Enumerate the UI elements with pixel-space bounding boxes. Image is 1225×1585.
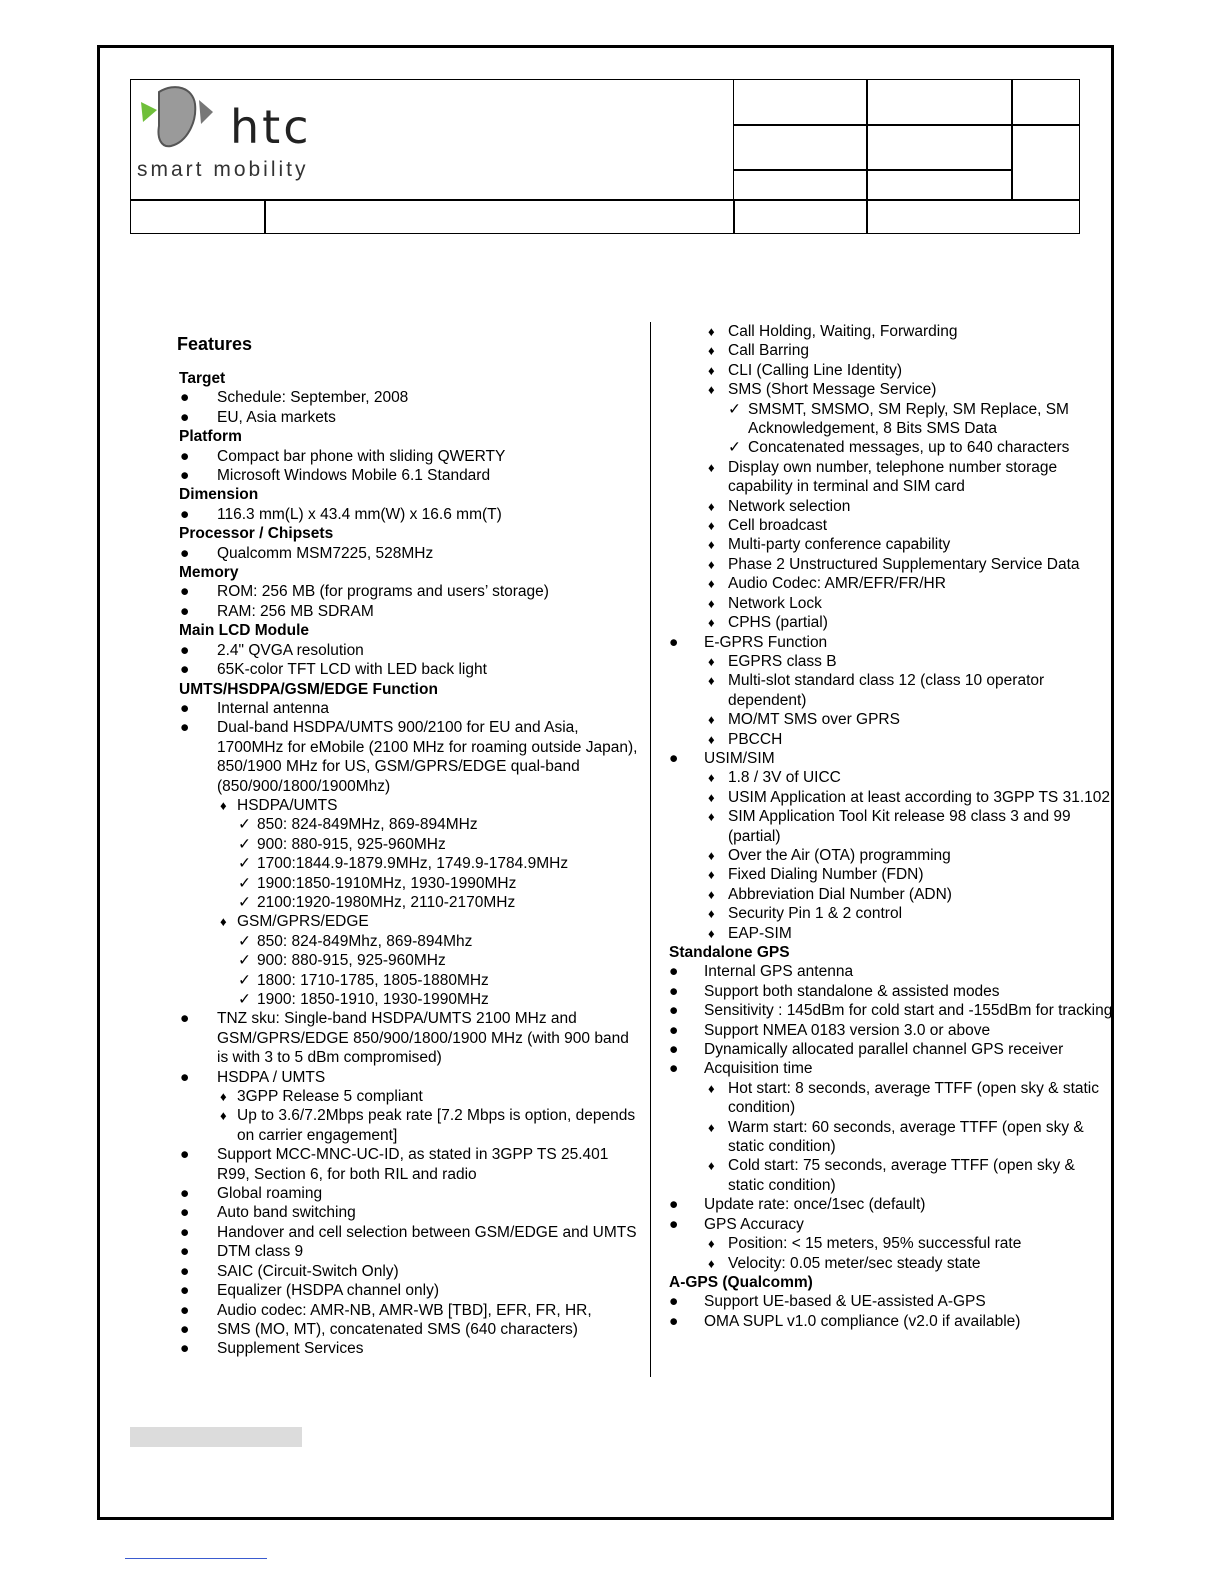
- list-item: [665, 613, 1115, 632]
- bullet-icon: ●: [669, 963, 679, 981]
- item-text: Memory: [179, 564, 239, 582]
- list-item: [665, 400, 1115, 439]
- bullet-icon: ●: [669, 1002, 679, 1020]
- checkmark-icon: ✓: [238, 874, 251, 892]
- item-text: Equalizer (HSDPA channel only): [217, 1282, 439, 1300]
- diamond-bullet-icon: ♦: [708, 886, 715, 902]
- diamond-bullet-icon: ♦: [708, 1080, 715, 1096]
- item-text: Schedule: September, 2008: [217, 389, 409, 407]
- list-item: [665, 1118, 1115, 1157]
- item-text: Microsoft Windows Mobile 6.1 Standard: [217, 467, 491, 485]
- list-item: [665, 652, 1115, 671]
- diamond-bullet-icon: ♦: [708, 847, 715, 863]
- item-text: EGPRS class B: [728, 652, 837, 670]
- item-text: SAIC (Circuit-Switch Only): [217, 1262, 399, 1280]
- diamond-bullet-icon: ♦: [708, 615, 715, 631]
- item-text: 850: 824-849Mhz, 869-894Mhz: [257, 932, 473, 950]
- bullet-icon: ●: [180, 1204, 190, 1222]
- bullet-icon: ●: [180, 1320, 190, 1338]
- section-heading: [179, 427, 640, 446]
- bullet-icon: ●: [180, 1282, 190, 1300]
- list-item: [170, 854, 640, 873]
- bullet-icon: ●: [669, 1060, 679, 1078]
- list-item: [170, 1301, 640, 1320]
- bullet-icon: ●: [180, 719, 190, 737]
- list-item: [665, 1079, 1115, 1118]
- item-text: Multi-party conference capability: [728, 536, 951, 554]
- list-item: [665, 1254, 1115, 1273]
- item-text: Fixed Dialing Number (FDN): [728, 866, 924, 884]
- bullet-icon: ●: [180, 661, 190, 679]
- item-text: HSDPA/UMTS: [237, 796, 338, 814]
- list-item: [170, 990, 640, 1009]
- list-item: [170, 815, 640, 834]
- item-text: 850: 824-849MHz, 869-894MHz: [257, 816, 478, 834]
- list-item: [170, 699, 640, 718]
- diamond-bullet-icon: ♦: [708, 518, 715, 534]
- item-text: Qualcomm MSM7225, 528MHz: [217, 544, 434, 562]
- item-text: Call Barring: [728, 342, 809, 360]
- list-item: [170, 544, 640, 563]
- item-text: Cell broadcast: [728, 517, 828, 535]
- diamond-bullet-icon: ♦: [708, 1255, 715, 1271]
- item-text: SMS (MO, MT), concatenated SMS (640 characters): [217, 1320, 578, 1338]
- list-item: [665, 535, 1115, 554]
- item-text: Internal GPS antenna: [704, 963, 854, 981]
- diamond-bullet-icon: ♦: [708, 382, 715, 398]
- checkmark-icon: ✓: [728, 439, 741, 457]
- diamond-bullet-icon: ♦: [708, 731, 715, 747]
- item-text: DTM class 9: [217, 1243, 304, 1261]
- list-item: [170, 1262, 640, 1281]
- item-text: 2.4" QVGA resolution: [217, 641, 364, 659]
- list-item: [665, 982, 1115, 1001]
- list-item: [170, 466, 640, 485]
- list-item: [170, 932, 640, 951]
- item-text: RAM: 256 MB SDRAM: [217, 602, 374, 620]
- item-text: ROM: 256 MB (for programs and users’ storage): [217, 583, 549, 601]
- item-text: Sensitivity : 145dBm for cold start and -155dBm for tracking: [704, 1002, 1113, 1020]
- bullet-icon: ●: [180, 1243, 190, 1261]
- item-text: EU, Asia markets: [217, 408, 336, 426]
- list-item: [665, 730, 1115, 749]
- item-text: Support NMEA 0183 version 3.0 or above: [704, 1021, 991, 1039]
- list-item: [665, 865, 1115, 884]
- item-text: 3GPP Release 5 compliant: [237, 1088, 423, 1106]
- item-text: Processor / Chipsets: [179, 525, 334, 543]
- bullet-icon: ●: [669, 1312, 679, 1330]
- diamond-bullet-icon: ♦: [708, 324, 715, 339]
- list-item: [665, 749, 1115, 768]
- item-text: USIM/SIM: [704, 749, 775, 767]
- bullet-icon: ●: [669, 749, 679, 767]
- footer-grey-box: [130, 1427, 302, 1447]
- bullet-icon: ●: [180, 699, 190, 717]
- item-text: 900: 880-915, 925-960MHz: [257, 835, 446, 853]
- list-item: [665, 497, 1115, 516]
- bullet-icon: ●: [669, 1196, 679, 1214]
- item-text: Internal antenna: [217, 699, 330, 717]
- section-heading: [669, 943, 1115, 962]
- bullet-icon: ●: [180, 1010, 190, 1028]
- item-text: CLI (Calling Line Identity): [728, 361, 903, 379]
- section-heading: [179, 563, 640, 582]
- item-text: Dynamically allocated parallel channel GPS receiver: [704, 1041, 1064, 1059]
- item-text: Velocity: 0.05 meter/sec steady state: [728, 1254, 981, 1272]
- bullet-icon: ●: [180, 467, 190, 485]
- list-item: [665, 885, 1115, 904]
- item-text: MO/MT SMS over GPRS: [728, 711, 900, 729]
- diamond-bullet-icon: ♦: [708, 925, 715, 941]
- htc-logo-word: htc: [230, 100, 312, 154]
- list-item: [170, 1009, 640, 1067]
- bullet-icon: ●: [180, 602, 190, 620]
- bullet-icon: ●: [180, 583, 190, 601]
- list-item: [665, 962, 1115, 981]
- list-item: [170, 912, 640, 931]
- checkmark-icon: ✓: [238, 835, 251, 853]
- item-text: Update rate: once/1sec (default): [704, 1196, 926, 1214]
- item-text: TNZ sku: Single-band HSDPA/UMTS 2100 MHz and GSM/GPRS/EDGE 850/900/1800/1900 MHz (with 900 band is with 3 to 5 dBm compromised): [217, 1010, 629, 1067]
- item-text: HSDPA / UMTS: [217, 1068, 326, 1086]
- item-text: Target: [179, 370, 226, 387]
- item-text: SMS (Short Message Service): [728, 381, 937, 399]
- list-item: [170, 408, 640, 427]
- checkmark-icon: ✓: [238, 816, 251, 834]
- section-heading: [669, 1273, 1115, 1292]
- item-text: GSM/GPRS/EDGE: [237, 913, 369, 931]
- checkmark-icon: ✓: [238, 991, 251, 1008]
- diamond-bullet-icon: ♦: [708, 498, 715, 514]
- item-text: 1800: 1710-1785, 1805-1880MHz: [257, 971, 489, 989]
- column-divider: [650, 322, 651, 1377]
- item-text: Handover and cell selection between GSM/EDGE and UMTS: [217, 1223, 637, 1241]
- diamond-bullet-icon: ♦: [220, 797, 227, 813]
- checkmark-icon: ✓: [238, 855, 251, 873]
- item-text: Cold start: 75 seconds, average TTFF (open sky & static condition): [728, 1157, 1075, 1194]
- bullet-icon: ●: [180, 1262, 190, 1280]
- features-title: Features: [177, 334, 253, 354]
- bullet-icon: ●: [180, 389, 190, 407]
- diamond-bullet-icon: ♦: [708, 867, 715, 883]
- item-text: Concatenated messages, up to 640 characters: [748, 439, 1070, 457]
- item-text: Main LCD Module: [179, 622, 310, 640]
- item-text: Network selection: [728, 497, 851, 515]
- list-item: [665, 924, 1115, 943]
- item-text: UMTS/HSDPA/GSM/EDGE Function: [179, 680, 438, 698]
- item-text: Dimension: [179, 486, 259, 504]
- checkmark-icon: ✓: [238, 971, 251, 989]
- item-text: Platform: [179, 428, 242, 446]
- item-text: Auto band switching: [217, 1204, 356, 1222]
- item-text: 1900:1850-1910MHz, 1930-1990MHz: [257, 874, 517, 892]
- bullet-icon: ●: [180, 1146, 190, 1164]
- diamond-bullet-icon: ♦: [708, 537, 715, 553]
- item-text: Support UE-based & UE-assisted A-GPS: [704, 1293, 986, 1311]
- list-item: [665, 671, 1115, 710]
- checkmark-icon: ✓: [238, 893, 251, 911]
- item-text: Hot start: 8 seconds, average TTFF (open sky & static condition): [728, 1079, 1100, 1117]
- item-text: Dual-band HSDPA/UMTS 900/2100 for EU and Asia, 1700MHz for eMobile (2100 MHz for roaming outside Japan), 850/1900 MHz for US, GSM/GPRS/EDGE qual-band (850/900/1800/1900Mhz): [217, 719, 638, 795]
- bullet-icon: ●: [180, 544, 190, 562]
- bullet-icon: ●: [669, 1215, 679, 1233]
- bullet-icon: ●: [180, 1301, 190, 1319]
- list-item: [170, 1281, 640, 1300]
- item-text: OMA SUPL v1.0 compliance (v2.0 if available): [704, 1312, 1021, 1330]
- item-text: PBCCH: [728, 730, 783, 748]
- list-item: [170, 447, 640, 466]
- list-item: [170, 388, 640, 407]
- diamond-bullet-icon: ♦: [708, 809, 715, 825]
- list-item: [170, 835, 640, 854]
- bullet-icon: ●: [180, 1340, 190, 1358]
- section-heading: [179, 485, 640, 504]
- item-text: Audio codec: AMR-NB, AMR-WB [TBD], EFR, FR, HR,: [217, 1301, 592, 1319]
- list-item: [665, 1312, 1115, 1331]
- diamond-bullet-icon: ♦: [708, 1158, 715, 1174]
- footer-line: [125, 1558, 267, 1559]
- list-item: [665, 710, 1115, 729]
- item-text: SMSMT, SMSMO, SM Reply, SM Replace, SM Acknowledgement, 8 Bits SMS Data: [748, 400, 1069, 438]
- diamond-bullet-icon: ♦: [708, 343, 715, 359]
- list-item: [665, 574, 1115, 593]
- features-right-column: [665, 322, 1115, 1331]
- item-text: Audio Codec: AMR/EFR/FR/HR: [728, 575, 946, 593]
- item-text: Global roaming: [217, 1185, 323, 1203]
- bullet-icon: ●: [180, 641, 190, 659]
- list-item: [170, 796, 640, 815]
- bullet-icon: ●: [180, 505, 190, 523]
- htc-logo-mark-icon: [135, 82, 230, 152]
- list-item: [665, 1195, 1115, 1214]
- list-item: [170, 660, 640, 679]
- list-item: [170, 1203, 640, 1222]
- item-text: Warm start: 60 seconds, average TTFF (open sky & static condition): [728, 1118, 1084, 1156]
- list-item: [170, 582, 640, 601]
- list-item: [665, 361, 1115, 380]
- list-item: [665, 807, 1115, 846]
- list-item: [665, 1234, 1115, 1253]
- item-text: 900: 880-915, 925-960MHz: [257, 952, 446, 970]
- list-item: [665, 1021, 1115, 1040]
- item-text: Security Pin 1 & 2 control: [728, 905, 903, 923]
- diamond-bullet-icon: ♦: [220, 1089, 227, 1105]
- bullet-icon: ●: [669, 982, 679, 1000]
- list-item: [665, 633, 1115, 652]
- list-item: [665, 341, 1115, 360]
- list-item: [665, 1215, 1115, 1234]
- list-item: [665, 594, 1115, 613]
- list-item: [170, 505, 640, 524]
- list-item: [170, 971, 640, 990]
- bullet-icon: ●: [180, 447, 190, 465]
- diamond-bullet-icon: ♦: [220, 1108, 227, 1124]
- list-item: [170, 1068, 640, 1087]
- item-text: SIM Application Tool Kit release 98 class 3 and 99 (partial): [728, 808, 1071, 845]
- checkmark-icon: ✓: [728, 400, 741, 418]
- list-item: [170, 951, 640, 970]
- diamond-bullet-icon: ♦: [220, 914, 227, 930]
- diamond-bullet-icon: ♦: [708, 595, 715, 611]
- item-text: Position: < 15 meters, 95% successful rate: [728, 1235, 1022, 1253]
- list-item: [665, 1001, 1115, 1020]
- bullet-icon: ●: [669, 1293, 679, 1311]
- diamond-bullet-icon: ♦: [708, 673, 715, 689]
- list-item: [665, 768, 1115, 787]
- bullet-icon: ●: [669, 633, 679, 651]
- diamond-bullet-icon: ♦: [708, 770, 715, 786]
- item-text: GPS Accuracy: [704, 1215, 804, 1233]
- list-item: [665, 380, 1115, 399]
- bullet-icon: ●: [180, 1223, 190, 1241]
- diamond-bullet-icon: ♦: [708, 459, 715, 475]
- bullet-icon: ●: [669, 1021, 679, 1039]
- item-text: USIM Application at least according to 3GPP TS 31.102: [728, 788, 1110, 806]
- item-text: Acquisition time: [704, 1060, 813, 1078]
- section-heading: [179, 621, 640, 640]
- diamond-bullet-icon: ♦: [708, 906, 715, 922]
- item-text: Over the Air (OTA) programming: [728, 846, 951, 864]
- item-text: Network Lock: [728, 594, 822, 612]
- item-text: Display own number, telephone number storage capability in terminal and SIM card: [728, 458, 1058, 496]
- list-item: [665, 516, 1115, 535]
- list-item: [665, 1040, 1115, 1059]
- list-item: [170, 1106, 640, 1145]
- list-item: [665, 1156, 1115, 1195]
- list-item: [665, 555, 1115, 574]
- diamond-bullet-icon: ♦: [708, 1236, 715, 1252]
- list-item: [170, 1223, 640, 1242]
- list-item: [170, 893, 640, 912]
- list-item: [170, 1184, 640, 1203]
- bullet-icon: ●: [669, 1041, 679, 1059]
- list-item: [665, 1059, 1115, 1078]
- diamond-bullet-icon: ♦: [708, 789, 715, 805]
- checkmark-icon: ✓: [238, 952, 251, 970]
- item-text: 2100:1920-1980MHz, 2110-2170MHz: [257, 893, 516, 911]
- list-item: [170, 1145, 640, 1184]
- item-text: Standalone GPS: [669, 944, 790, 961]
- diamond-bullet-icon: ♦: [708, 576, 715, 592]
- item-text: Multi-slot standard class 12 (class 10 operator dependent): [728, 672, 1045, 709]
- item-text: Supplement Services: [217, 1340, 364, 1358]
- diamond-bullet-icon: ♦: [708, 362, 715, 378]
- item-text: CPHS (partial): [728, 614, 828, 632]
- item-text: 116.3 mm(L) x 43.4 mm(W) x 16.6 mm(T): [217, 505, 502, 523]
- diamond-bullet-icon: ♦: [708, 653, 715, 669]
- list-item: [170, 1087, 640, 1106]
- list-item: [665, 458, 1115, 497]
- bullet-icon: ●: [180, 1185, 190, 1203]
- item-text: EAP-SIM: [728, 924, 792, 942]
- item-text: Support MCC-MNC-UC-ID, as stated in 3GPP TS 25.401 R99, Section 6, for both RIL and radio: [217, 1146, 609, 1183]
- list-item: [170, 1320, 640, 1339]
- item-text: 1700:1844.9-1879.9MHz, 1749.9-1784.9MHz: [257, 855, 569, 873]
- item-text: Phase 2 Unstructured Supplementary Service Data: [728, 555, 1080, 573]
- diamond-bullet-icon: ♦: [708, 712, 715, 728]
- item-text: 1900: 1850-1910, 1930-1990MHz: [257, 991, 489, 1008]
- section-heading: [179, 524, 640, 543]
- bullet-icon: ●: [180, 408, 190, 426]
- item-text: A-GPS (Qualcomm): [669, 1273, 813, 1291]
- htc-logo-tagline: smart mobility: [137, 158, 309, 181]
- item-text: Call Holding, Waiting, Forwarding: [728, 323, 958, 340]
- list-item: [170, 1242, 640, 1261]
- checkmark-icon: ✓: [238, 932, 251, 950]
- item-text: Support both standalone & assisted modes: [704, 982, 1000, 1000]
- item-text: 1.8 / 3V of UICC: [728, 769, 841, 787]
- section-heading: [179, 680, 640, 699]
- htc-logo: [135, 82, 350, 187]
- item-text: E-GPRS Function: [704, 633, 828, 651]
- list-item: [665, 846, 1115, 865]
- list-item: [170, 641, 640, 660]
- item-text: Up to 3.6/7.2Mbps peak rate [7.2 Mbps is option, depends on carrier engagement]: [237, 1107, 636, 1144]
- section-heading: [179, 369, 640, 388]
- list-item: [170, 1339, 640, 1358]
- list-item: [665, 788, 1115, 807]
- list-item: [665, 904, 1115, 923]
- list-item: [170, 874, 640, 893]
- item-text: 65K-color TFT LCD with LED back light: [217, 661, 487, 679]
- list-item: [665, 438, 1115, 457]
- features-left-column: [170, 335, 640, 1359]
- diamond-bullet-icon: ♦: [708, 1119, 715, 1135]
- list-item: [665, 322, 1115, 341]
- item-text: Abbreviation Dial Number (ADN): [728, 885, 952, 903]
- list-item: [170, 718, 640, 796]
- list-item: [170, 602, 640, 621]
- list-item: [665, 1292, 1115, 1311]
- bullet-icon: ●: [180, 1068, 190, 1086]
- diamond-bullet-icon: ♦: [708, 556, 715, 572]
- item-text: Compact bar phone with sliding QWERTY: [217, 447, 506, 465]
